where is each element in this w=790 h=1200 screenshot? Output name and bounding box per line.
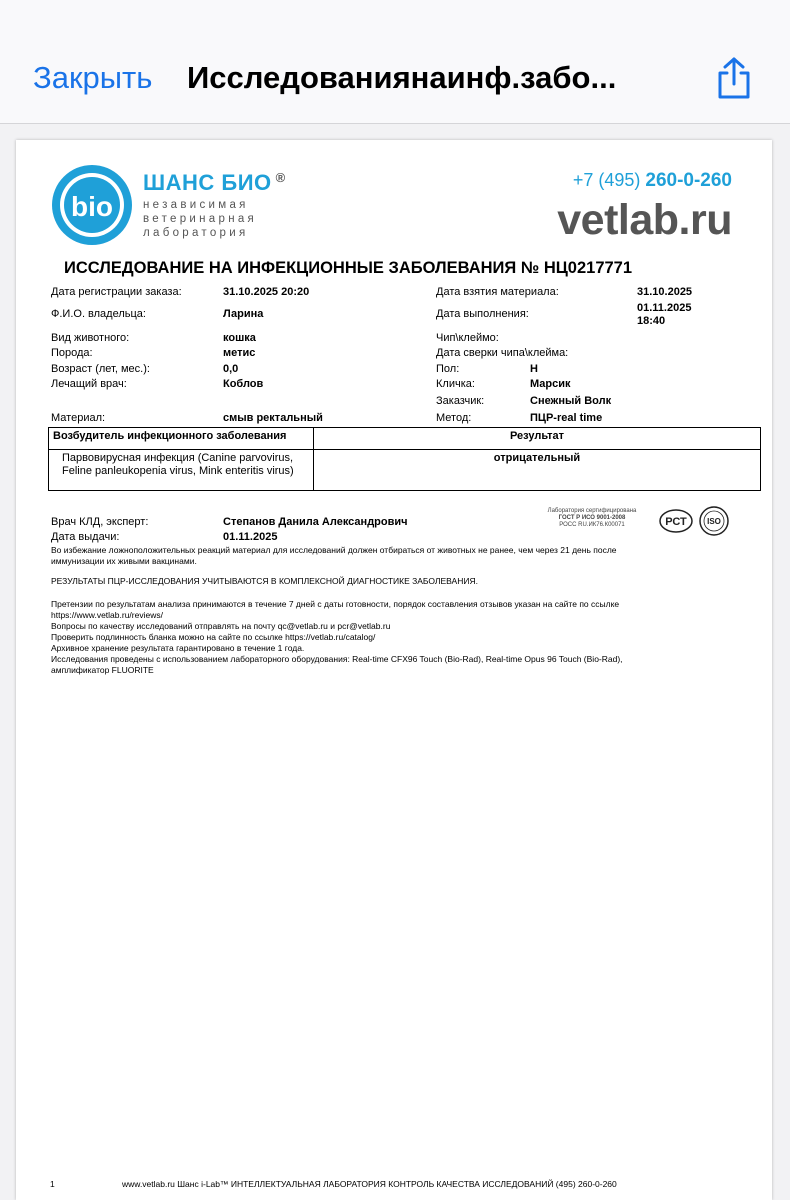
breed-value: метис bbox=[223, 347, 256, 359]
table-row bbox=[49, 450, 761, 491]
document-title: Исследованиянаинф.забо... bbox=[187, 60, 617, 95]
lab-phone: +7 (495) 260-0-260 bbox=[572, 170, 732, 191]
customer-label: Заказчик: bbox=[436, 395, 485, 407]
material-value: смыв ректальный bbox=[223, 412, 323, 424]
age-value: 0,0 bbox=[223, 363, 239, 375]
vet-label: Лечащий врач: bbox=[51, 378, 127, 390]
result-column-header: Результат bbox=[314, 428, 761, 450]
nickname-value: Марсик bbox=[530, 378, 571, 390]
expert-label: Врач КЛД, эксперт: bbox=[51, 516, 149, 528]
gost-mark-icon bbox=[658, 508, 694, 534]
brand-subtitle: независимая ветеринарная лаборатория bbox=[143, 199, 258, 239]
page-number: 1 bbox=[50, 1179, 55, 1189]
age-label: Возраст (лет, мес.): bbox=[51, 363, 150, 375]
iso-mark-icon bbox=[698, 505, 730, 537]
agent-column-header: Возбудитель инфекционного заболевания bbox=[49, 428, 314, 450]
bio-logo-icon bbox=[51, 164, 133, 246]
sex-label: Пол: bbox=[436, 363, 460, 375]
svg-text:РСТ: РСТ bbox=[665, 516, 687, 528]
nickname-label: Кличка: bbox=[436, 378, 475, 390]
pdf-page bbox=[16, 140, 772, 1200]
breed-label: Порода: bbox=[51, 347, 93, 359]
species-label: Вид животного: bbox=[51, 332, 130, 344]
logo-text: bio bbox=[71, 191, 113, 222]
done-date-value: 01.11.2025 bbox=[637, 302, 692, 314]
note-claims: Претензии по результатам анализа принимаются в течение 7 дней с даты готовности, порядок составления отзывов указан на сайте по ссылке https://www.vetlab.ru/reviews/ Вопросы по качеству исследований отправлять на почту qc@vetlab.ru и pcr@vetlab.ru Проверить подлинность бланка можно на сайте по ссылке https://vetlab.ru/catalog/ Архивное хранение результата гарантировано в течение 1 года. Исследования проведены с использованием лабораторного оборудования: Real-time CFX96 Touch (Bio-Rad), Real-time Opus 96 Touch (Bio-Rad), амплификатор FLUORITE bbox=[51, 599, 623, 675]
sex-value: Н bbox=[530, 363, 538, 375]
species-value: кошка bbox=[223, 332, 256, 344]
certification-note: Лаборатория сертифицирована ГОСТ Р ИСО 9001-2008 РОСС RU.ИК76.К00071 bbox=[547, 508, 637, 528]
owner-label: Ф.И.О. владельца: bbox=[51, 308, 146, 320]
sample-date-value: 31.10.2025 bbox=[637, 286, 693, 298]
note-vaccination: Во избежание ложноположительных реакций материал для исследований должен отбираться от животных не ранее, чем через 21 день после иммунизации их живыми вакцинами. bbox=[51, 545, 617, 566]
result-cell: отрицательный bbox=[314, 450, 761, 491]
owner-value: Ларина bbox=[223, 308, 264, 320]
report-title: ИССЛЕДОВАНИЕ НА ИНФЕКЦИОННЫЕ ЗАБОЛЕВАНИЯ № НЦ0217771 bbox=[64, 259, 633, 277]
issue-date-label: Дата выдачи: bbox=[51, 531, 120, 543]
vet-value: Коблов bbox=[223, 378, 264, 390]
reg-date-value: 31.10.2025 20:20 bbox=[223, 286, 310, 298]
svg-text:ISO: ISO bbox=[707, 517, 721, 526]
reg-date-label: Дата регистрации заказа: bbox=[51, 286, 182, 298]
issue-date-value: 01.11.2025 bbox=[223, 531, 278, 543]
material-label: Материал: bbox=[51, 412, 106, 424]
chip-label: Чип\клеймо: bbox=[436, 332, 499, 344]
close-button[interactable]: Закрыть bbox=[33, 60, 153, 95]
method-value: ПЦР-real time bbox=[530, 412, 603, 424]
done-time-value: 18:40 bbox=[637, 315, 666, 327]
top-navigation-bar bbox=[0, 0, 790, 124]
chip-check-label: Дата сверки чипа\клейма: bbox=[436, 347, 569, 359]
sample-date-label: Дата взятия материала: bbox=[436, 286, 559, 298]
agent-cell: Парвовирусная инфекция (Canine parvovirus, Feline panleukopenia virus, Mink enteritis virus) bbox=[49, 450, 314, 491]
brand-name: ШАНС БИО ® bbox=[143, 170, 286, 195]
customer-value: Снежный Волк bbox=[530, 395, 612, 407]
share-icon[interactable] bbox=[713, 55, 755, 101]
note-pcr: РЕЗУЛЬТАТЫ ПЦР-ИССЛЕДОВАНИЯ УЧИТЫВАЮТСЯ В КОМПЛЕКСНОЙ ДИАГНОСТИКЕ ЗАБОЛЕВАНИЯ. bbox=[51, 576, 478, 586]
lab-site: vetlab.ru bbox=[557, 196, 732, 244]
results-table bbox=[48, 427, 761, 491]
expert-value: Степанов Данила Александрович bbox=[223, 516, 408, 528]
footer-text: www.vetlab.ru Шанс i-Lab™ ИНТЕЛЛЕКТУАЛЬНАЯ ЛАБОРАТОРИЯ КОНТРОЛЬ КАЧЕСТВА ИССЛЕДОВАНИЙ (495) 260-0-260 bbox=[122, 1179, 617, 1189]
table-header-row bbox=[49, 428, 761, 450]
method-label: Метод: bbox=[436, 412, 472, 424]
done-date-label: Дата выполнения: bbox=[436, 308, 529, 320]
